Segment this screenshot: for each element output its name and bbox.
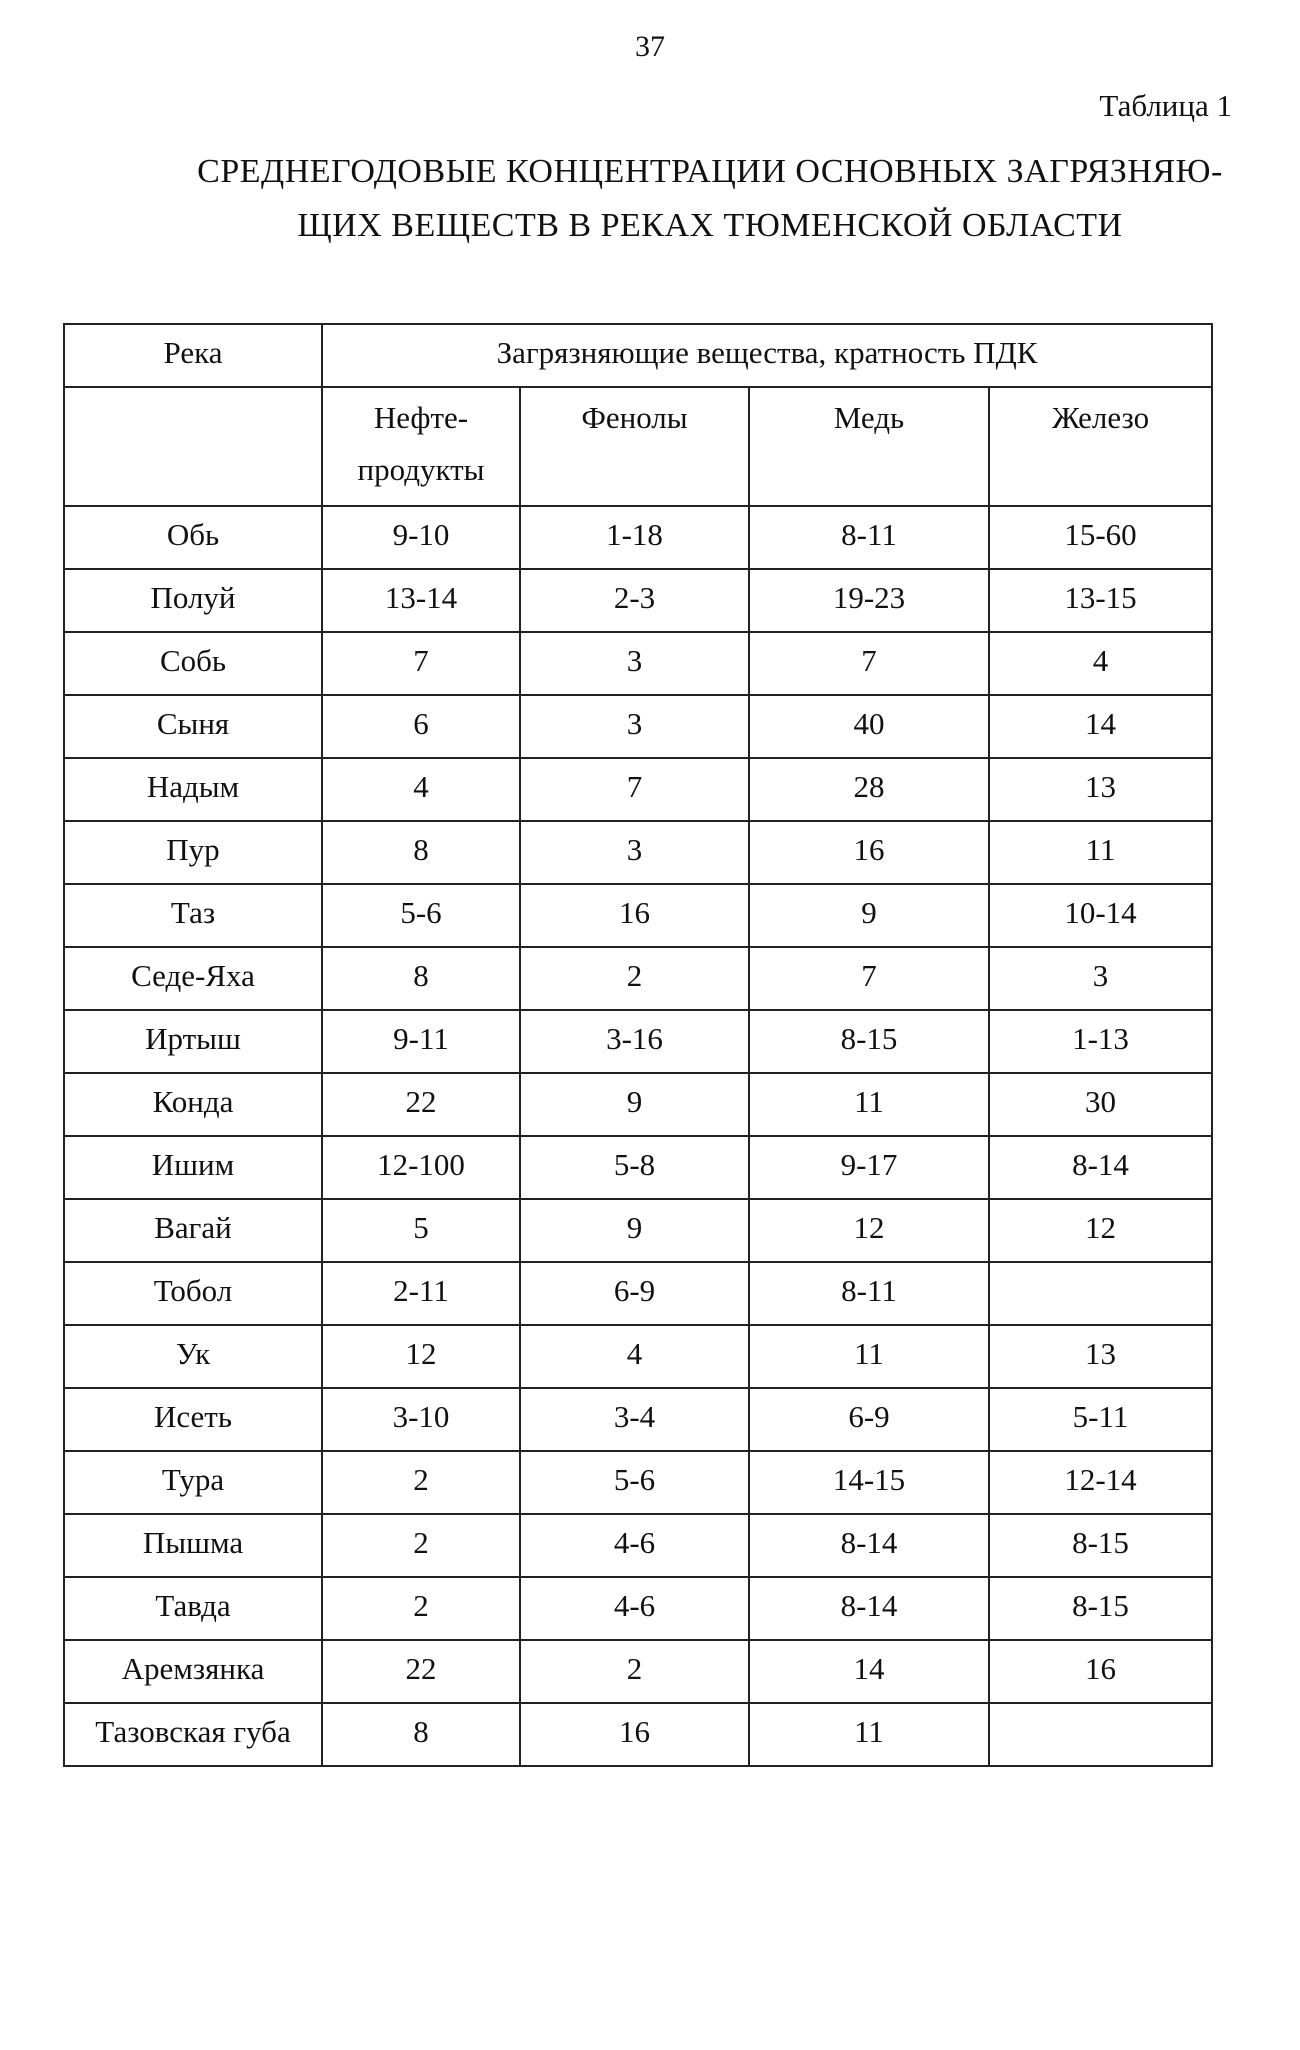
iron-cell: 4 <box>989 632 1212 695</box>
iron-cell: 5-11 <box>989 1388 1212 1451</box>
table-row <box>64 1640 1212 1703</box>
iron-cell: 13-15 <box>989 569 1212 632</box>
phenols-cell: 1-18 <box>520 506 749 569</box>
oil-products-cell: 2 <box>322 1577 520 1640</box>
header-pollutants: Загрязняющие вещества, кратность ПДК <box>322 324 1212 387</box>
phenols-cell: 16 <box>520 1703 749 1766</box>
river-cell: Ук <box>64 1325 322 1388</box>
iron-cell: 15-60 <box>989 506 1212 569</box>
table-row <box>64 821 1212 884</box>
copper-cell: 8-14 <box>749 1514 989 1577</box>
river-cell: Надым <box>64 758 322 821</box>
river-cell: Таз <box>64 884 322 947</box>
copper-cell: 9-17 <box>749 1136 989 1199</box>
iron-cell: 8-15 <box>989 1577 1212 1640</box>
copper-cell: 8-15 <box>749 1010 989 1073</box>
oil-products-cell: 2-11 <box>322 1262 520 1325</box>
river-cell: Полуй <box>64 569 322 632</box>
table-row <box>64 1136 1212 1199</box>
river-cell: Обь <box>64 506 322 569</box>
oil-products-cell: 12-100 <box>322 1136 520 1199</box>
phenols-cell: 2 <box>520 1640 749 1703</box>
iron-cell: 8-15 <box>989 1514 1212 1577</box>
table-row <box>64 1703 1212 1766</box>
table-row <box>64 569 1212 632</box>
oil-products-cell: 5 <box>322 1199 520 1262</box>
copper-cell: 8-14 <box>749 1577 989 1640</box>
phenols-cell: 2 <box>520 947 749 1010</box>
phenols-cell: 5-6 <box>520 1451 749 1514</box>
oil-products-cell: 8 <box>322 947 520 1010</box>
table-row <box>64 758 1212 821</box>
table-row <box>64 1073 1212 1136</box>
phenols-cell: 2-3 <box>520 569 749 632</box>
oil-products-cell: 8 <box>322 1703 520 1766</box>
oil-products-cell: 9-11 <box>322 1010 520 1073</box>
table-row <box>64 1514 1212 1577</box>
river-cell: Тавда <box>64 1577 322 1640</box>
table-title-line-2: ЩИХ ВЕЩЕСТВ В РЕКАХ ТЮМЕНСКОЙ ОБЛАСТИ <box>297 207 1123 244</box>
table-row <box>64 1388 1212 1451</box>
oil-products-cell: 8 <box>322 821 520 884</box>
table-label: Таблица 1 <box>1099 88 1232 123</box>
oil-products-cell: 22 <box>322 1640 520 1703</box>
river-cell: Вагай <box>64 1199 322 1262</box>
iron-cell: 11 <box>989 821 1212 884</box>
header-iron: Железо <box>989 387 1212 506</box>
copper-cell: 7 <box>749 947 989 1010</box>
river-cell: Седе-Яха <box>64 947 322 1010</box>
oil-products-cell: 7 <box>322 632 520 695</box>
copper-cell: 7 <box>749 632 989 695</box>
table-row <box>64 1577 1212 1640</box>
oil-products-cell: 4 <box>322 758 520 821</box>
pollutants-table <box>63 323 1213 1767</box>
phenols-cell: 9 <box>520 1073 749 1136</box>
iron-cell: 12 <box>989 1199 1212 1262</box>
table-title <box>150 145 1270 253</box>
copper-cell: 9 <box>749 884 989 947</box>
table-row <box>64 632 1212 695</box>
iron-cell: 13 <box>989 758 1212 821</box>
river-cell: Пур <box>64 821 322 884</box>
iron-cell <box>989 1262 1212 1325</box>
oil-products-cell: 6 <box>322 695 520 758</box>
copper-cell: 11 <box>749 1325 989 1388</box>
river-cell: Тазовская губа <box>64 1703 322 1766</box>
subheader-empty-cell <box>64 387 322 506</box>
copper-cell: 14 <box>749 1640 989 1703</box>
iron-cell: 13 <box>989 1325 1212 1388</box>
oil-products-cell: 5-6 <box>322 884 520 947</box>
table-title-line-1: СРЕДНЕГОДОВЫЕ КОНЦЕНТРАЦИИ ОСНОВНЫХ ЗАГРЯЗНЯЮ- <box>197 153 1223 190</box>
table-row <box>64 506 1212 569</box>
river-cell: Конда <box>64 1073 322 1136</box>
river-cell: Исеть <box>64 1388 322 1451</box>
copper-cell: 11 <box>749 1703 989 1766</box>
oil-products-cell: 9-10 <box>322 506 520 569</box>
table-row <box>64 1325 1212 1388</box>
phenols-cell: 4-6 <box>520 1577 749 1640</box>
header-oil-products <box>322 387 520 506</box>
phenols-cell: 3-16 <box>520 1010 749 1073</box>
header-row <box>64 324 1212 387</box>
phenols-cell: 4 <box>520 1325 749 1388</box>
river-cell: Ишим <box>64 1136 322 1199</box>
phenols-cell: 4-6 <box>520 1514 749 1577</box>
phenols-cell: 6-9 <box>520 1262 749 1325</box>
copper-cell: 14-15 <box>749 1451 989 1514</box>
header-copper: Медь <box>749 387 989 506</box>
oil-products-cell: 3-10 <box>322 1388 520 1451</box>
river-cell: Аремзянка <box>64 1640 322 1703</box>
table-row <box>64 884 1212 947</box>
subheader-row <box>64 387 1212 506</box>
river-cell: Пышма <box>64 1514 322 1577</box>
phenols-cell: 3 <box>520 632 749 695</box>
header-oil-products-line-2: продукты <box>357 452 485 487</box>
phenols-cell: 9 <box>520 1199 749 1262</box>
oil-products-cell: 22 <box>322 1073 520 1136</box>
phenols-cell: 7 <box>520 758 749 821</box>
table-row <box>64 1451 1212 1514</box>
phenols-cell: 16 <box>520 884 749 947</box>
table-row <box>64 947 1212 1010</box>
oil-products-cell: 2 <box>322 1451 520 1514</box>
copper-cell: 16 <box>749 821 989 884</box>
iron-cell <box>989 1703 1212 1766</box>
copper-cell: 19-23 <box>749 569 989 632</box>
copper-cell: 8-11 <box>749 506 989 569</box>
iron-cell: 1-13 <box>989 1010 1212 1073</box>
header-oil-products-line-1: Нефте- <box>373 400 469 435</box>
table-row <box>64 1010 1212 1073</box>
table-row <box>64 1262 1212 1325</box>
iron-cell: 12-14 <box>989 1451 1212 1514</box>
phenols-cell: 3 <box>520 821 749 884</box>
page-number: 37 <box>635 30 665 63</box>
table-body <box>64 324 1212 1766</box>
iron-cell: 8-14 <box>989 1136 1212 1199</box>
table-row <box>64 1199 1212 1262</box>
copper-cell: 6-9 <box>749 1388 989 1451</box>
header-river: Река <box>64 324 322 387</box>
iron-cell: 16 <box>989 1640 1212 1703</box>
iron-cell: 10-14 <box>989 884 1212 947</box>
oil-products-cell: 13-14 <box>322 569 520 632</box>
copper-cell: 11 <box>749 1073 989 1136</box>
river-cell: Собь <box>64 632 322 695</box>
oil-products-cell: 12 <box>322 1325 520 1388</box>
iron-cell: 3 <box>989 947 1212 1010</box>
table-row <box>64 695 1212 758</box>
iron-cell: 14 <box>989 695 1212 758</box>
river-cell: Тобол <box>64 1262 322 1325</box>
phenols-cell: 3 <box>520 695 749 758</box>
header-phenols: Фенолы <box>520 387 749 506</box>
river-cell: Тура <box>64 1451 322 1514</box>
oil-products-cell: 2 <box>322 1514 520 1577</box>
river-cell: Иртыш <box>64 1010 322 1073</box>
copper-cell: 12 <box>749 1199 989 1262</box>
copper-cell: 8-11 <box>749 1262 989 1325</box>
iron-cell: 30 <box>989 1073 1212 1136</box>
copper-cell: 40 <box>749 695 989 758</box>
river-cell: Сыня <box>64 695 322 758</box>
copper-cell: 28 <box>749 758 989 821</box>
phenols-cell: 5-8 <box>520 1136 749 1199</box>
phenols-cell: 3-4 <box>520 1388 749 1451</box>
